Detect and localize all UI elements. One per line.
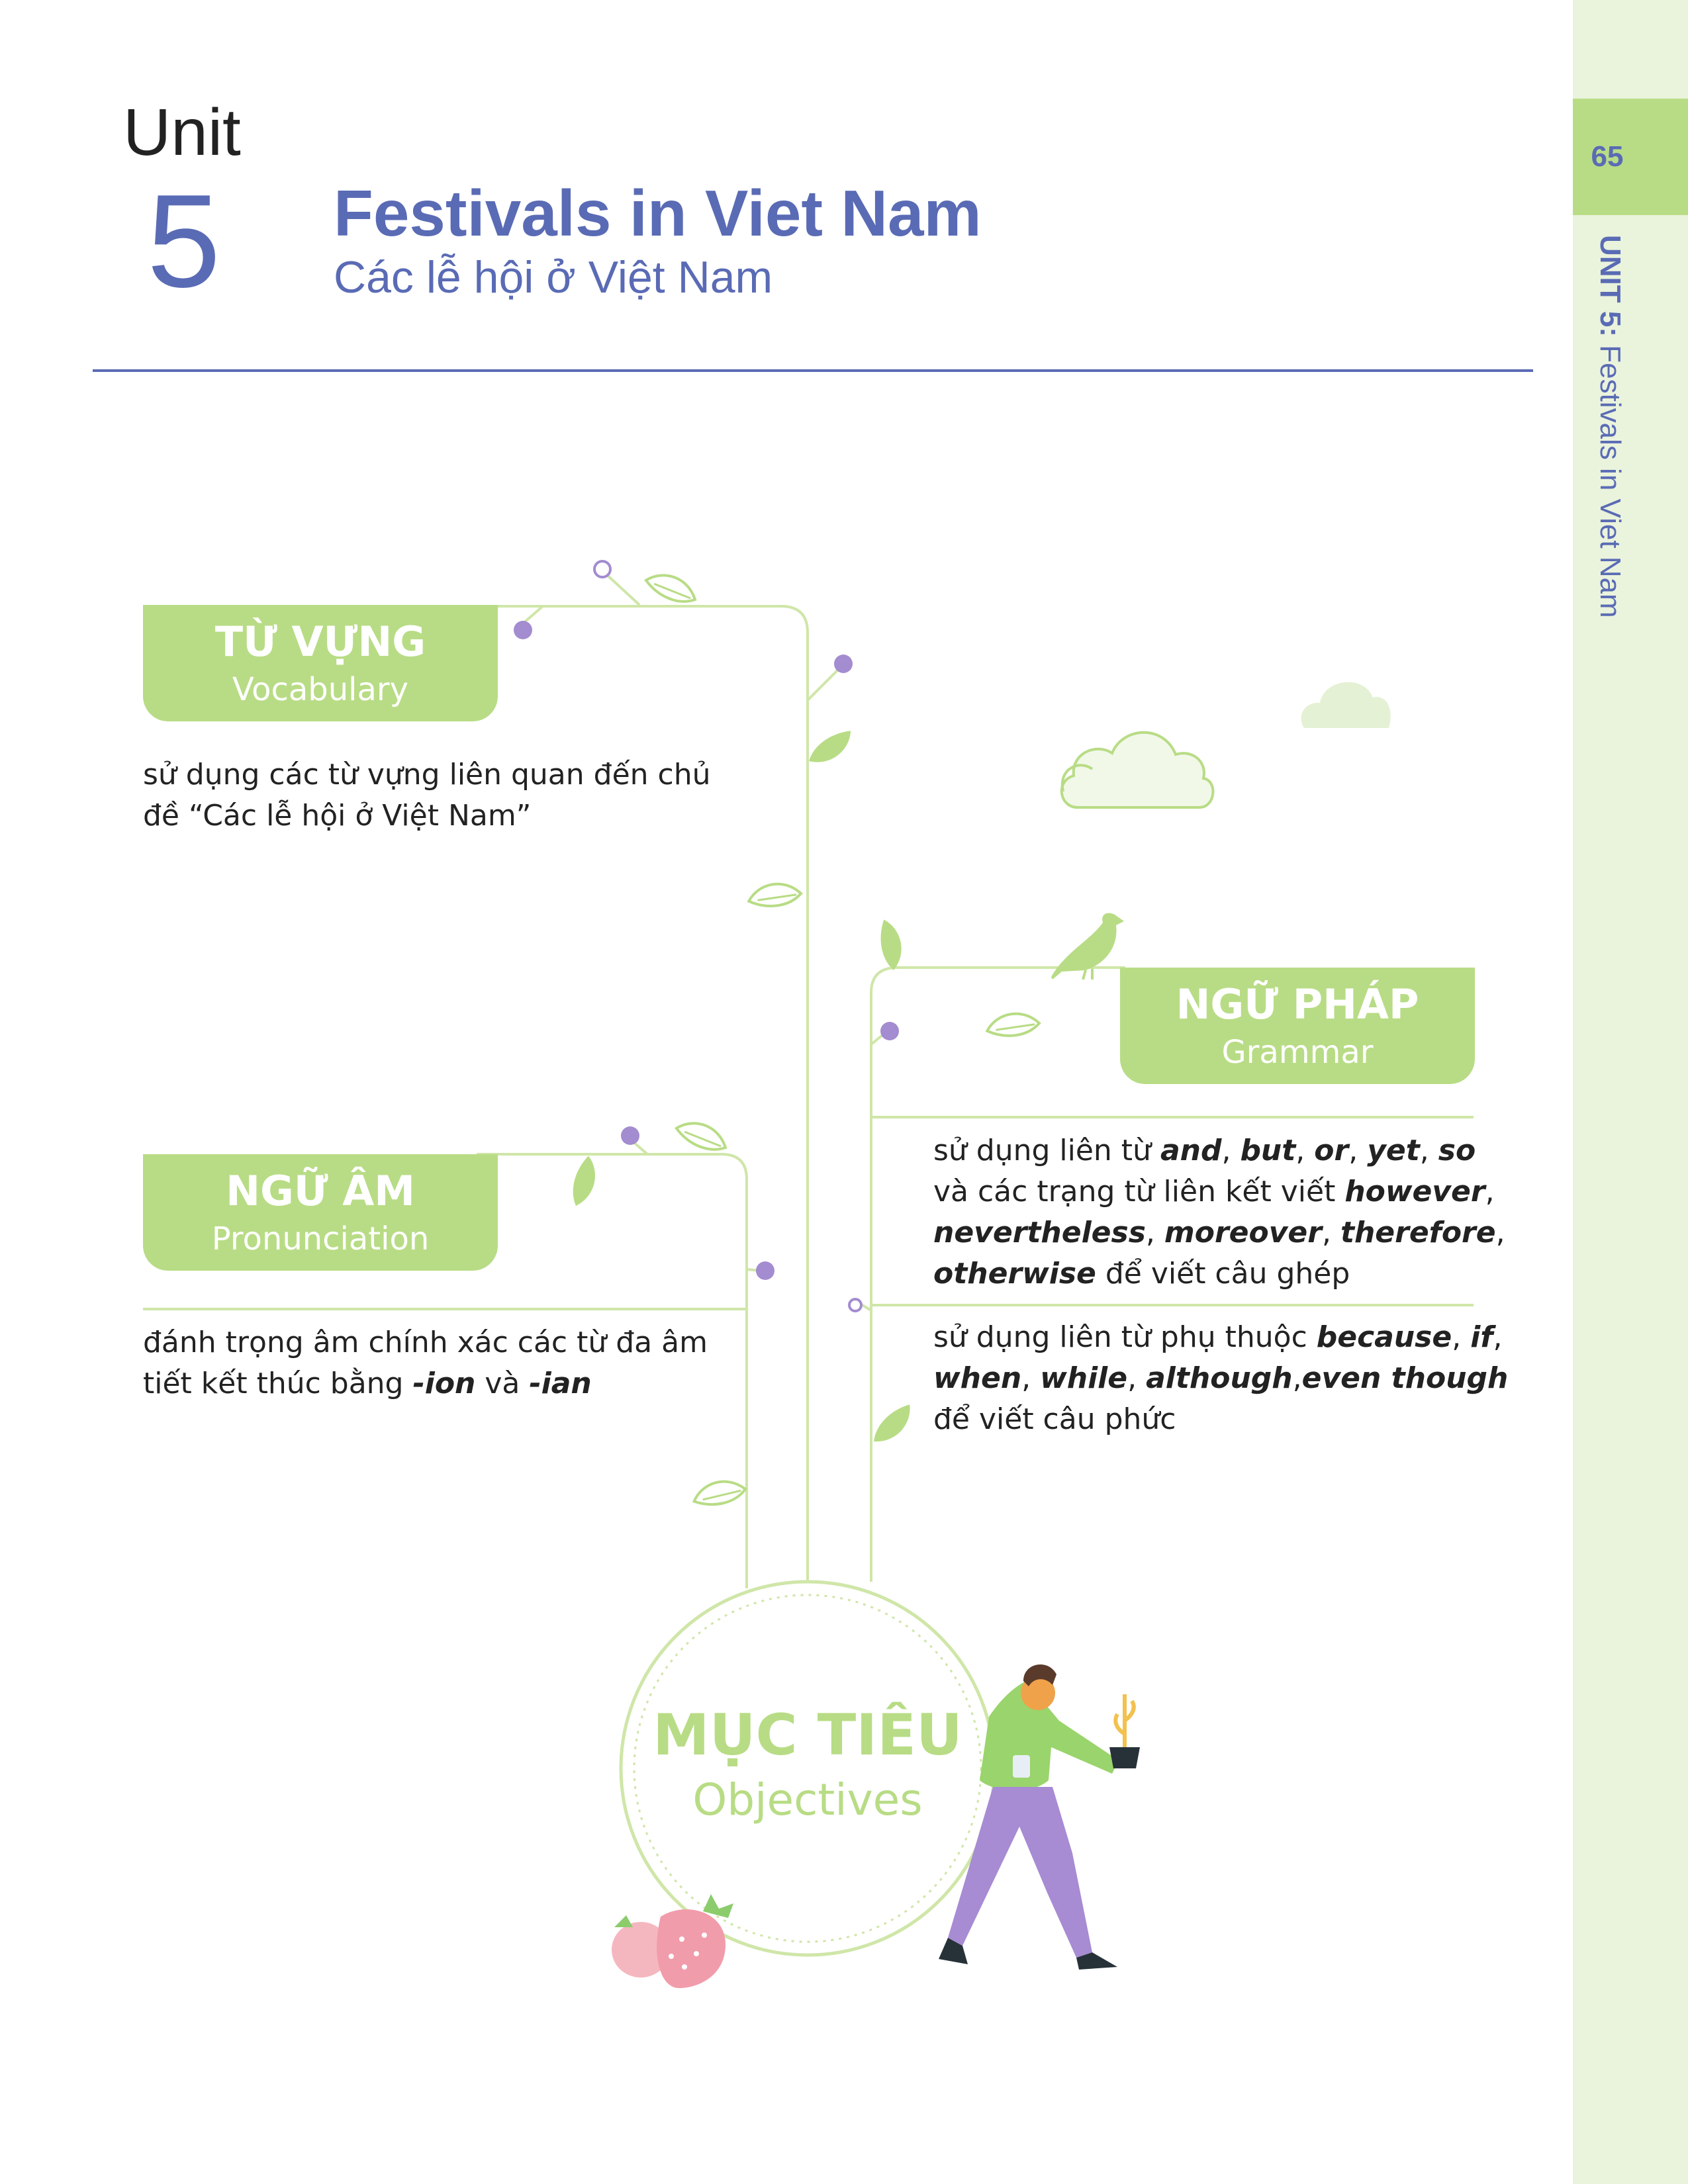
grammar-objective-1	[933, 1130, 1505, 1295]
running-title-text: Festivals in Viet Nam	[1594, 337, 1626, 618]
pronunciation-badge	[143, 1154, 498, 1271]
grammar-2-line-1: sử dụng liên từ phụ thuộc because, if,	[933, 1320, 1503, 1354]
vocabulary-title: TỪ VỰNG	[214, 617, 426, 666]
grammar-subtitle: Grammar	[1221, 1034, 1374, 1071]
grammar-2-line-3: để viết câu phức	[933, 1402, 1176, 1436]
vocabulary-objective	[143, 754, 710, 837]
word-otherwise: otherwise	[933, 1257, 1096, 1291]
grammar-1-line-4	[933, 1253, 1505, 1295]
pronunciation-subtitle: Pronunciation	[211, 1220, 430, 1257]
grammar-1-line-2-prefix: và các trạng từ liên kết viết	[933, 1175, 1345, 1208]
word-because: because	[1316, 1320, 1452, 1354]
suffix-ion: -ion	[412, 1367, 476, 1400]
vocabulary-line-1: sử dụng các từ vựng liên quan đến chủ	[143, 758, 711, 792]
grammar-2-prefix: sử dụng liên từ phụ thuộc	[933, 1320, 1317, 1354]
grammar-1-line-4-suffix: để viết câu ghép	[1096, 1257, 1350, 1291]
grammar-2-line-2: when, while, although,even though	[933, 1361, 1509, 1395]
unit-title: Festivals in Viet Nam	[334, 177, 982, 250]
unit-subtitle: Các lễ hội ở Việt Nam	[334, 252, 773, 302]
word-so: so	[1438, 1134, 1476, 1167]
word-but: but	[1240, 1134, 1296, 1167]
grammar-1-line-1: sử dụng liên từ and, but, or, yet, so	[933, 1134, 1476, 1167]
vocabulary-badge	[143, 605, 498, 721]
grammar-1-line-3: nevertheless, moreover, therefore,	[933, 1216, 1505, 1250]
grammar-badge	[1120, 968, 1475, 1084]
word-if: if	[1470, 1320, 1493, 1354]
page-number: 65	[1591, 140, 1624, 173]
word-while: while	[1040, 1361, 1128, 1395]
word-or: or	[1314, 1134, 1349, 1167]
grammar-objective-2	[933, 1317, 1508, 1440]
word-nevertheless: nevertheless	[933, 1216, 1146, 1250]
word-when: when	[933, 1361, 1022, 1395]
unit-label: Unit	[123, 95, 241, 169]
word-moreover: moreover	[1164, 1216, 1322, 1250]
unit-number: 5	[147, 167, 221, 315]
grammar-1-line-2: và các trạng từ liên kết viết however,	[933, 1175, 1495, 1208]
pronunciation-line-1: đánh trọng âm chính xác các từ đa âm	[143, 1326, 708, 1359]
word-and: and	[1160, 1134, 1222, 1167]
pronunciation-line-2-prefix: tiết kết thúc bằng	[143, 1367, 413, 1400]
pronunciation-line-2-mid: và	[475, 1367, 530, 1400]
vocabulary-subtitle: Vocabulary	[232, 671, 409, 708]
vocabulary-line-2: đề “Các lễ hội ở Việt Nam”	[143, 799, 532, 833]
grammar-title: NGỮ PHÁP	[1176, 980, 1419, 1028]
objectives-title: MỤC TIÊU	[653, 1702, 962, 1768]
word-however: however	[1344, 1175, 1485, 1208]
pronunciation-title: NGỮ ÂM	[226, 1167, 415, 1215]
suffix-ian: -ian	[529, 1367, 592, 1400]
word-yet: yet	[1367, 1134, 1420, 1167]
word-although: although	[1146, 1361, 1293, 1395]
pronunciation-line-2	[143, 1363, 708, 1404]
grammar-1-prefix: sử dụng liên từ	[933, 1134, 1160, 1167]
pronunciation-objective	[143, 1322, 708, 1404]
objectives-subtitle: Objectives	[692, 1774, 923, 1825]
word-even-though: even though	[1301, 1361, 1509, 1395]
running-title-unit: UNIT 5:	[1594, 235, 1626, 337]
word-therefore: therefore	[1340, 1216, 1496, 1250]
